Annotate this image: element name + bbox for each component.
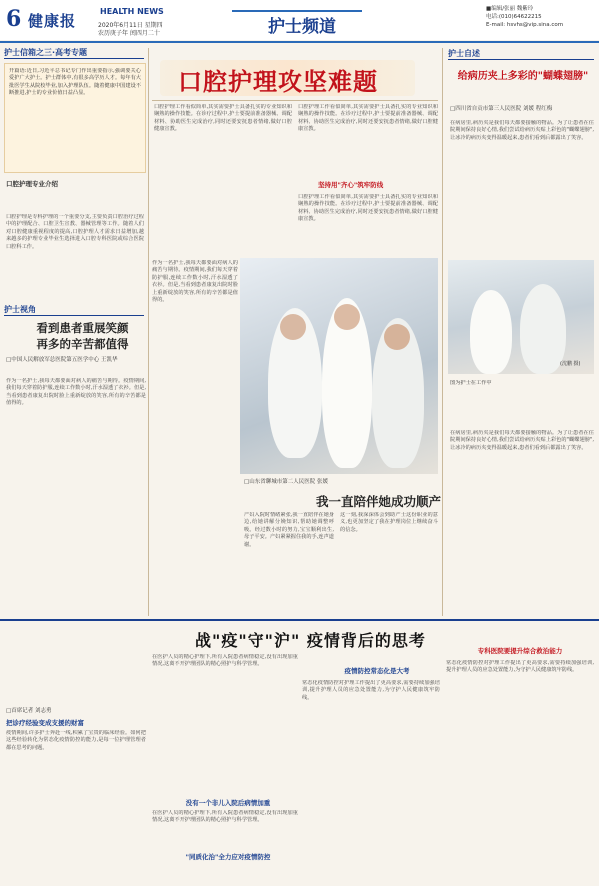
editor-info: ■编辑/张丽 魏紫玲 电话:(010)64622215 E-mail: hsvhs@vip.sina.com <box>486 6 564 28</box>
bottom-right-title: 疫情防控常态化是大考 <box>344 667 410 675</box>
bottom-mid-title-2: "同质化治"全力应对疫情防控 <box>185 853 271 861</box>
photo-story-body-1: 产妇入院时情绪紧张,我一直陪伴在她身边,给她讲解分娩知识,帮助她调整呼吸。经过数小时的努力,宝宝顺利出生,母子平安。产妇紧紧握住我的手,连声道谢。 <box>244 512 334 548</box>
bottom-left-title: 把诊疗经验变成支援的财富 <box>6 719 84 727</box>
bottom-mid-body: 在医护人员的精心护理下,所有入院患者病情稳定,没有出现加重情况,这离不开护理团队的精心照护与科学管理。 <box>152 654 298 668</box>
brand-en: HEALTH NEWS <box>100 7 164 16</box>
right-column-label: 护士自述 <box>448 48 594 60</box>
bottom-headline: 战"疫"守"沪" 疫情背后的思考 <box>195 631 426 650</box>
photo-story-body-2: 这一刻,我深深体会到助产士这份职业的意义,也更加坚定了我在护理岗位上继续奋斗的信念。 <box>340 512 438 533</box>
bottom-right-body: 常态化疫情防控对护理工作提出了更高要求,需要持续加强培训,提升护理人员的应急处置能力,为守护人民健康筑牢防线。 <box>302 680 440 701</box>
section-title: 护士频道 <box>268 17 336 36</box>
bottom-rule <box>0 619 599 621</box>
photo-story-byline: □山东省聊城市第二人民医院 张媛 <box>244 479 328 485</box>
mid-column-label: 护士视角 <box>4 304 144 316</box>
bottom-far-right-title: 专科医院要提升综合救治能力 <box>477 647 563 655</box>
page-number: 6 <box>6 6 22 32</box>
mid-body-2: 作为一名护士,我每天都要面对病人的痛苦与期待。疫情期间,我们每天穿着防护服,连续工作数小时,汗水湿透了衣衫。但是,当看到患者康复出院时脸上重新绽放的笑容,所有的辛苦都是值得的。 <box>152 260 238 304</box>
bottom-mid-title-1: 没有一个非儿入院后病情加重 <box>185 799 271 807</box>
mid-headline: 看到患者重展笑颜 再多的辛苦都值得 <box>36 321 129 351</box>
brand-title: 健康报 <box>28 12 77 30</box>
nurses-photo <box>240 258 438 474</box>
right-byline: □四川省自贡市第三人民医院 刘媛 程红梅 <box>450 106 553 112</box>
divider <box>152 100 438 101</box>
bottom-left-byline: □首席记者 刘志勇 <box>6 708 52 714</box>
mid-body-1: 作为一名护士,我每天都要面对病人的痛苦与期待。疫情期间,我们每天穿着防护服,连续工作数小时,汗水湿透了衣衫。但是,当看到患者康复出院时脸上重新绽放的笑容,所有的辛苦都是值得的。 <box>6 378 146 407</box>
left-body: 口腔护理是专科护理的一个重要分支,主要负责口腔治疗过程中的护理配合、口腔卫生宣教、器械管理等工作。随着人们对口腔健康重视程度的提高,口腔护理人才需求日益增加,越来越多的护理专业毕业生选择进入口腔专科医院或综合医院口腔科工作。 <box>6 214 144 250</box>
issue-date: 2020年6月11日 星期四 农历庚子年 闰四月二十 <box>98 22 163 37</box>
mid-byline: □中国人民解放军总医院第五医学中心 王凯华 <box>6 357 118 363</box>
top-story-body-2: 口腔护理工作看似简单,其实需要护士具备扎实的专业知识和娴熟的操作技能。在诊疗过程中,护士要提前准备器械、调配材料、协助医生完成治疗,同时还要安抚患者情绪,做好口腔健康宣教。 <box>298 104 438 133</box>
bottom-far-right-body: 常态化疫情防控对护理工作提出了更高要求,需要持续加强培训,提升护理人员的应急处置能力,为守护人民健康筑牢防线。 <box>446 660 594 674</box>
column-divider <box>148 48 149 616</box>
intro-box <box>4 63 146 173</box>
pull-quote: 坚持用"齐心"筑牢防线 <box>318 181 384 189</box>
photo-story-headline: 我一直陪伴她成功顺产 <box>315 494 441 509</box>
right-photo-caption: 图为护士在工作中 <box>450 380 492 386</box>
intro-text: 开篇语:近日,习近平总书记专门作出重要指示,强调要关心爱护广大护士。护士群体中,有很多高学历人才。每年有大批医学生从院校毕业,加入护理队伍。随着健康中国建设不断推进,护士的专业价值日益凸显。 <box>9 68 141 97</box>
left-subtitle: 口腔护理专业介绍 <box>6 180 58 188</box>
bottom-left-body: 疫情期间,许多护士奔赴一线,积累了宝贵的临床经验。如何把这些经验转化为常态化疫情防控的能力,是每一位护理管理者都在思考的问题。 <box>6 730 146 751</box>
top-story-body-3: 口腔护理工作看似简单,其实需要护士具备扎实的专业知识和娴熟的操作技能。在诊疗过程中,护士要提前准备器械、调配材料、协助医生完成治疗,同时还要安抚患者情绪,做好口腔健康宣教。 <box>298 194 438 223</box>
right-body: 在病房里,病历夹是我们每天都要接触的物品。为了让患者在住院期间保持良好心情,我们尝试给病历夹贴上彩色的"蝴蝶翅膀",让冰冷的病历夹变得温暖起来,患者们看到后都露出了笑容。 <box>450 120 594 141</box>
header-rule <box>0 41 599 43</box>
right-body-2: 在病房里,病历夹是我们每天都要接触的物品。为了让患者在住院期间保持良好心情,我们尝试给病历夹贴上彩色的"蝴蝶翅膀",让冰冷的病历夹变得温暖起来,患者们看到后都露出了笑容。 <box>450 430 594 451</box>
top-story-headline: 口腔护理攻坚难题 <box>178 69 378 96</box>
bottom-mid-body-2: 在医护人员的精心护理下,所有入院患者病情稳定,没有出现加重情况,这离不开护理团队的精心照护与科学管理。 <box>152 810 298 824</box>
left-column-label: 护士信箱之三·高考专题 <box>4 47 144 59</box>
column-divider <box>442 48 443 616</box>
right-headline: 给病历夹上多彩的"蝴蝶翅膀" <box>457 71 589 82</box>
top-story-body-1: 口腔护理工作看似简单,其实需要护士具备扎实的专业知识和娴熟的操作技能。在诊疗过程中,护士要提前准备器械、调配材料、协助医生完成治疗,同时还要安抚患者情绪,做好口腔健康宣教。 <box>154 104 292 133</box>
right-photo: (沈鹏 摄) <box>448 260 594 374</box>
